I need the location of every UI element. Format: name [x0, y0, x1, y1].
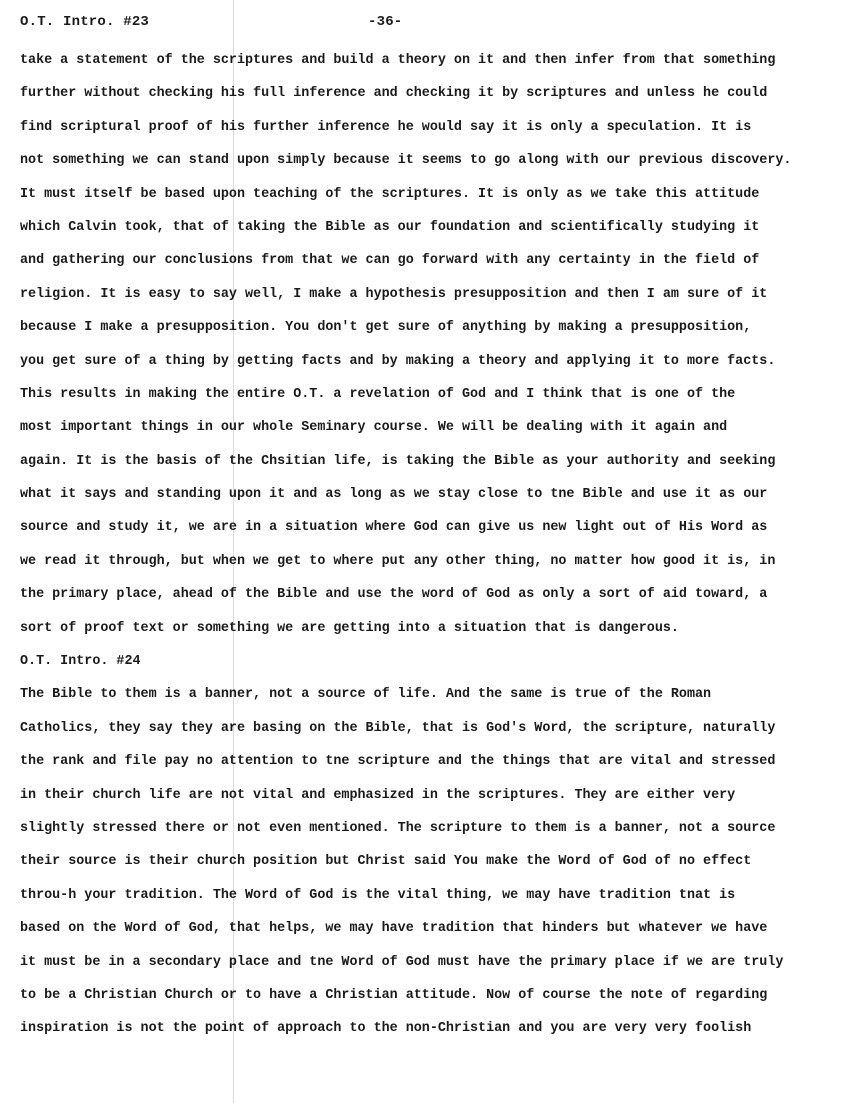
text-line: sort of proof text or something we are getting into a situation that is dangerous. — [20, 620, 679, 636]
text-line: It must itself be based upon teaching of the scriptures. It is only as we take this attitude — [20, 186, 760, 202]
text-line: again. It is the basis of the Chsitian life, is taking the Bible as your authority and seeking — [20, 453, 776, 469]
text-line: throu-h your tradition. The Word of God is the vital thing, we may have tradition tnat is — [20, 887, 736, 903]
text-line: most important things in our whole Seminary course. We will be dealing with it again and — [20, 420, 728, 436]
text-line: find scriptural proof of his further inference he would say it is only a speculation. It is — [20, 119, 752, 135]
text-line: you get sure of a thing by getting facts and by making a theory and applying it to more facts. — [20, 353, 776, 369]
text-line: to be a Christian Church or to have a Christian attitude. Now of course the note of regarding — [20, 987, 768, 1003]
text-line: Catholics, they say they are basing on the Bible, that is God's Word, the scripture, naturally — [20, 720, 776, 736]
text-line: their source is their church position but Christ said You make the Word of God of no effect — [20, 854, 752, 870]
text-line: This results in making the entire O.T. a revelation of God and I think that is one of the — [20, 386, 736, 402]
text-line: further without checking his full inference and checking it by scriptures and unless he could — [20, 86, 768, 102]
text-line: religion. It is easy to say well, I make a hypothesis presupposition and then I am sure of it — [20, 286, 768, 302]
text-line: inspiration is not the point of approach to the non-Christian and you are very very foolish — [20, 1021, 752, 1037]
text-line: the primary place, ahead of the Bible and use the word of God as only a sort of aid toward, a — [20, 587, 768, 603]
text-line: The Bible to them is a banner, not a source of life. And the same is true of the Roman — [20, 687, 712, 703]
text-line: the rank and file pay no attention to tne scripture and the things that are vital and stressed — [20, 754, 776, 770]
body-text — [20, 50, 835, 1052]
text-line: it must be in a secondary place and tne Word of God must have the primary place if we are truly — [20, 954, 784, 970]
text-line: and gathering our conclusions from that we can go forward with any certainty in the field of — [20, 253, 760, 269]
text-line: not something we can stand upon simply because it seems to go along with our previous discovery. — [20, 153, 792, 169]
text-line: slightly stressed there or not even mentioned. The scripture to them is a banner, not a source — [20, 820, 776, 836]
text-line: what it says and standing upon it and as long as we stay close to tne Bible and use it as our — [20, 487, 768, 503]
text-line: we read it through, but when we get to where put any other thing, no matter how good it is, in — [20, 553, 776, 569]
text-line: which Calvin took, that of taking the Bible as our foundation and scientifically studying it — [20, 219, 760, 235]
text-line: based on the Word of God, that helps, we may have tradition that hinders but whatever we have — [20, 921, 768, 937]
text-line: because I make a presupposition. You don't get sure of anything by making a presupposition, — [20, 320, 752, 336]
text-line: in their church life are not vital and emphasized in the scriptures. They are either very — [20, 787, 736, 803]
section-label: O.T. Intro. #23 — [20, 14, 150, 30]
section-heading: O.T. Intro. #24 — [20, 654, 141, 670]
page-header — [20, 14, 830, 38]
text-line: take a statement of the scriptures and build a theory on it and then infer from that something — [20, 53, 776, 68]
page-number: -36- — [368, 14, 403, 30]
text-line: source and study it, we are in a situation where God can give us new light out of His Word as — [20, 520, 768, 536]
